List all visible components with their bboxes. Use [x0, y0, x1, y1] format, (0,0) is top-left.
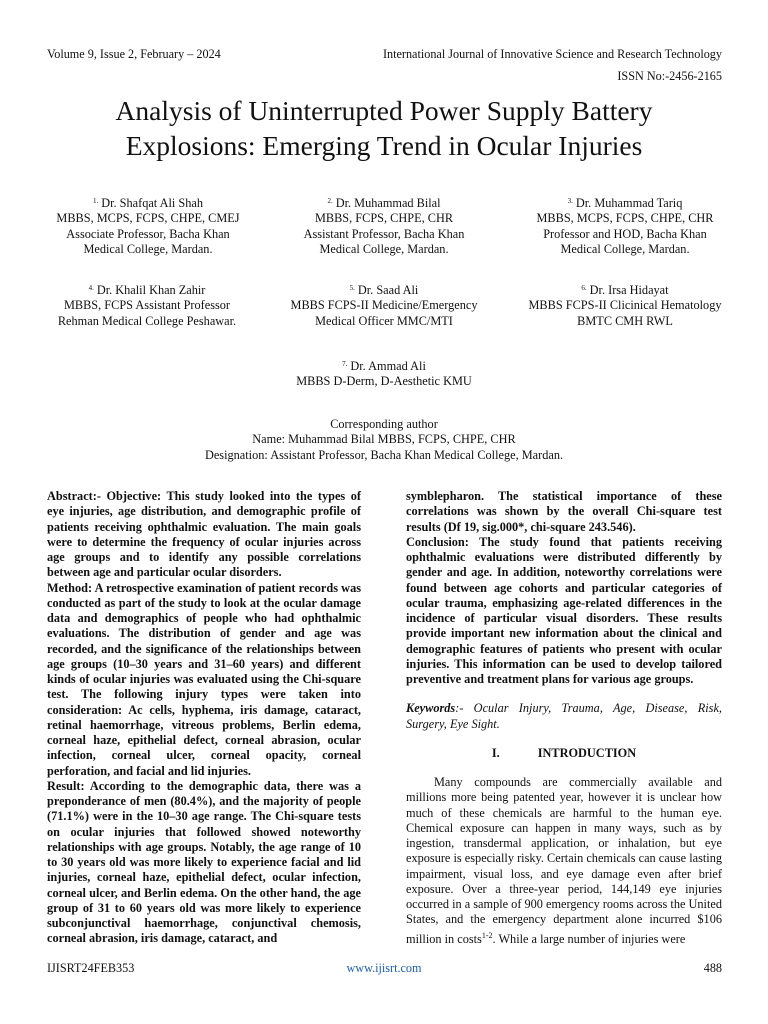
right-column [406, 489, 722, 947]
author-name: Dr. Muhammad Bilal [335, 196, 441, 210]
article-id: IJISRT24FEB353 [47, 961, 135, 975]
author-4 [22, 281, 272, 329]
author-number: 4. [88, 284, 94, 292]
introduction-paragraph [406, 775, 722, 947]
author-affiliation: Professor and HOD, Bacha Khan [543, 226, 707, 241]
author-6 [500, 281, 750, 329]
issn: ISSN No:-2456-2165 [617, 69, 722, 83]
abstract-conclusion: Conclusion: The study found that patients receiving ophthalmic evaluations were distributed differently by gender and age. In addition, noteworthy correlations were found between age cohorts and particular categories of ocular trauma, emphasizing age-related differences in the incidence of particular visual disorders. These results provide important new information about the clinical and demographic features of patients who present with ocular injuries. This information can be used to develop tailored preventive and treatment plans for various age groups. [406, 534, 722, 686]
author-number: 5. [349, 284, 355, 292]
keywords-list: :- Ocular Injury, Trauma, Age, Disease, Risk, Surgery, Eye Sight. [406, 701, 722, 731]
page-number: 488 [703, 961, 722, 975]
author-name: Dr. Ammad Ali [350, 359, 426, 373]
title-line-1: Analysis of Uninterrupted Power Supply Battery [115, 95, 653, 126]
corresponding-name: Name: Muhammad Bilal MBBS, FCPS, CHPE, CHR [252, 432, 516, 447]
keywords [406, 701, 722, 732]
author-affiliation: Medical Officer MMC/MTI [315, 313, 453, 328]
author-name: Dr. Shafqat Ali Shah [101, 196, 204, 210]
corresponding-label: Corresponding author [330, 417, 438, 431]
author-affiliation: MBBS, FCPS Assistant Professor [63, 298, 231, 313]
author-1 [28, 194, 268, 257]
author-number: 3. [567, 197, 573, 205]
abstract-result-continued: symblepharon. The statistical importance of these correlations was shown by the overall Chi-square test results (Df 19, sig.000*, chi-square 243.546). [406, 489, 722, 534]
author-number: 7. [342, 360, 348, 368]
author-affiliation: MBBS D-Derm, D-Aesthetic KMU [296, 374, 472, 389]
section-title: INTRODUCTION [537, 745, 637, 760]
author-name: Dr. Khalil Khan Zahir [96, 283, 206, 297]
left-column [47, 489, 361, 947]
introduction-text-tail: . While a large number of injuries were [492, 931, 686, 946]
abstract-method: Method: A retrospective examination of patient records was conducted as part of the study to look at the ocular damage data and demographics of people who had ophthalmic evaluations. The distribution of gender and age was recorded, and the significance of the relationships between age groups (10–30 years and 31–60 years) and different kinds of ocular injuries was evaluated using the Chi-square test. The following injury types were taken into consideration: Ac cells, hyphema, iris damage, cataract, retinal haemorrhage, vitreous problems, Berlin edema, corneal haze, epithelial defect, corneal abrasion, ocular infection, corneal ulcer, corneal opacity, corneal perforation, and facial and lid injuries. [47, 580, 361, 778]
author-affiliation: MBBS, MCPS, FCPS, CHPE, CHR [536, 211, 714, 226]
author-3 [504, 194, 746, 257]
introduction-text: Many compounds are commercially available and millions more being patented year, however it is unclear how much of these chemicals are harmful to the human eye. Chemical exposure can happen in many ways, such as by ingestion, transdermal application, or inhalation, but eye exposure is especially risky. Certain chemicals can cause lasting impairment, visual loss, and eye damage even after brief exposure. Over a three-year period, 144,149 eye injuries occurred in a sample of 900 emergency rooms across the United States, and the emergency department alone incurred $106 million in costs [406, 775, 722, 946]
paper-title [40, 93, 728, 163]
author-name: Dr. Saad Ali [357, 283, 419, 297]
corresponding-designation: Designation: Assistant Professor, Bacha Khan Medical College, Mardan. [204, 447, 564, 462]
abstract-objective: Abstract:- Objective: This study looked into the types of eye injuries, age distribution, and demographic profile of patients receiving ophthalmic evaluation. The main goals were to determine the frequency of ocular injuries across age groups and to identify any possible correlations between age and particular ocular disorders. [47, 489, 361, 580]
author-name: Dr. Muhammad Tariq [575, 196, 683, 210]
author-7 [234, 357, 534, 390]
author-affiliation: MBBS, MCPS, FCPS, CHPE, CMEJ [56, 211, 240, 226]
author-number: 2. [327, 197, 333, 205]
journal-website-link[interactable]: www.ijisrt.com [346, 961, 422, 975]
author-affiliation: MBBS FCPS-II Clicinical Hematology [528, 298, 722, 313]
author-affiliation: Medical College, Mardan. [83, 241, 213, 256]
author-affiliation: MBBS FCPS-II Medicine/Emergency [290, 298, 478, 313]
abstract-result: Result: According to the demographic data, there was a preponderance of men (80.4%), and the majority of people (71.1%) were in the 10–30 age range. The Chi-square tests on ocular injuries that followed showed noteworthy relationships with age groups. Notably, the age range of 10 to 30 years old was more likely to experience facial and lid injuries, corneal haze, epithelial defect, ocular infection, corneal ulcer, and Berlin edema. On the other hand, the age group of 31 to 60 years old was more likely to experience subconjunctival haemorrhage, conjunctival chemosis, corneal abrasion, iris damage, cataract, and [47, 778, 361, 946]
journal-name: International Journal of Innovative Science and Research Technology [382, 47, 722, 61]
author-affiliation: Assistant Professor, Bacha Khan [303, 226, 465, 241]
author-number: 6. [581, 284, 587, 292]
title-line-2: Explosions: Emerging Trend in Ocular Injuries [125, 130, 643, 161]
author-5 [259, 281, 509, 329]
citation-ref: 1-2 [481, 930, 493, 940]
corresponding-author [60, 417, 708, 463]
section-heading-introduction [406, 746, 722, 761]
author-affiliation: Medical College, Mardan. [319, 241, 449, 256]
author-affiliation: BMTC CMH RWL [577, 313, 673, 328]
journal-volume: Volume 9, Issue 2, February – 2024 [47, 47, 221, 61]
author-name: Dr. Irsa Hidayat [589, 283, 669, 297]
section-number: I. [491, 745, 500, 760]
author-affiliation: MBBS, FCPS, CHPE, CHR [314, 211, 454, 226]
keywords-label: Keywords [406, 701, 456, 716]
author-affiliation: Rehman Medical College Peshawar. [57, 313, 237, 328]
author-affiliation: Medical College, Mardan. [560, 241, 690, 256]
author-2 [264, 194, 504, 257]
author-number: 1. [92, 197, 99, 205]
author-affiliation: Associate Professor, Bacha Khan [66, 226, 230, 241]
